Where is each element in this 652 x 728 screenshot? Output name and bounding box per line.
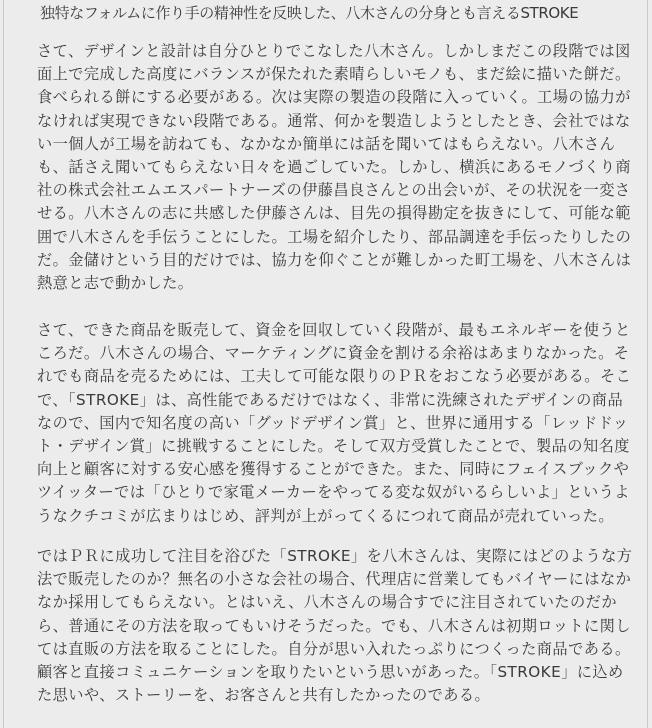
paragraph-line: うなクチコミが広まりはじめ、評判が上がってくるにつれて商品が売れていった。: [37, 506, 615, 525]
paragraph-marketing: [37, 319, 632, 528]
paragraph-line: さて、できた商品を販売して、資金を回収していく段階が、最もエネルギーを使うと: [37, 321, 631, 339]
paragraph-line: ら、普通にその方法を取ってもいけそうだった。でも、八木さんは初期ロットに関し: [37, 616, 631, 635]
paragraph-line: ト・デザイン賞」に挑戦することにした。そして双方受賞したことで、製品の知名度: [37, 437, 630, 456]
paragraph-line: 社の株式会社エムエスパートナーズの伊藤昌良さんとの出会いが、その状況を一変さ: [37, 181, 631, 200]
paragraph-line: 囲で八木さんを手伝うことにした。工場を紹介したり、部品調達を手伝ったりしたの: [37, 227, 632, 246]
paragraph-line: 食べられる餅にする必要がある。次は実際の製造の段階に入っていく。工場の協力が: [37, 88, 631, 107]
paragraph-line: 顧客と直接コミュニケーションを取りたいという思いがあった。「STROKE」に込め: [37, 663, 624, 682]
paragraph-direct-sales: [37, 545, 633, 707]
paragraph-line: た思いや、ストーリーを、お客さんと共有したかったのである。: [37, 686, 491, 705]
paragraph-line: れでも商品を売るためには、工夫して可能な限りのＰＲをおこなう必要がある。そこ: [37, 367, 632, 386]
paragraph-line: い一個人が工場を訪ねても、なかなか簡単には話を聞いてはもらえない。八木さん: [37, 134, 616, 153]
paragraph-line: なか採用してもらえない。とはいえ、八木さんの場合すでに注目されていたのだか: [37, 593, 617, 612]
paragraph-line: も、話さえ聞いてもらえない日々を過ごしていた。しかし、横浜にあるモノづくり商: [37, 158, 632, 177]
paragraph-line: だ。金儲けという目的だけでは、協力を仰ぐことが難しかった町工場を、八木さんは: [37, 250, 632, 269]
paragraph-line: ツイッターでは「ひとりで家電メーカーをやってる変な奴がいるらしいよ」というよ: [37, 483, 630, 502]
paragraph-design-manufacturing: [37, 40, 632, 295]
paragraph-line: 向上と顧客に対する安心感を獲得することができた。また、同時にフェイスブックや: [37, 460, 630, 479]
paragraph-line: 法で販売したのか？無名の小さな会社の場合、代理店に営業してもバイヤーにはなか: [37, 570, 632, 589]
paragraph-line: ころだ。八木さんの場合、マーケティングに資金を割ける余裕はあまりなかった。そ: [37, 344, 630, 363]
paragraph-line: なので、国内で知名度の高い「グッドデザイン賞」と、世界に通用する「レッドドッ: [37, 413, 629, 432]
paragraph-line: ては直販の方法を取ることにした。自分が思い入れたっぷりにつくった商品である。: [37, 639, 631, 658]
paragraph-line: 面上で完成した高度にバランスが保たれた素晴らしいモノも、まだ絵に描いた餅だ。: [37, 65, 631, 84]
paragraph-line: せる。八木さんの志に共感した伊藤さんは、目先の損得勘定を抜きにして、可能な範: [37, 204, 631, 223]
paragraph-line: さて、デザインと設計は自分ひとりでこなした八木さん。しかしまだこの段階では図: [37, 42, 631, 60]
paragraph-line: なければ実現できない段階である。通常、何かを製造しようとしたとき、会社ではな: [37, 111, 631, 130]
paragraph-line: 熱意と志で動かした。: [37, 274, 194, 293]
paragraph-line: で、「STROKE」は、高性能であるだけではなく、非常に洗練されたデザインの商品: [37, 390, 624, 409]
image-caption: 独特なフォルムに作り手の精神性を反映した、八木さんの分身とも言えるSTROKE: [40, 4, 579, 22]
paragraph-line: ではＰＲに成功して注目を浴びた「STROKE」を八木さんは、実際にはどのような方: [37, 547, 633, 565]
